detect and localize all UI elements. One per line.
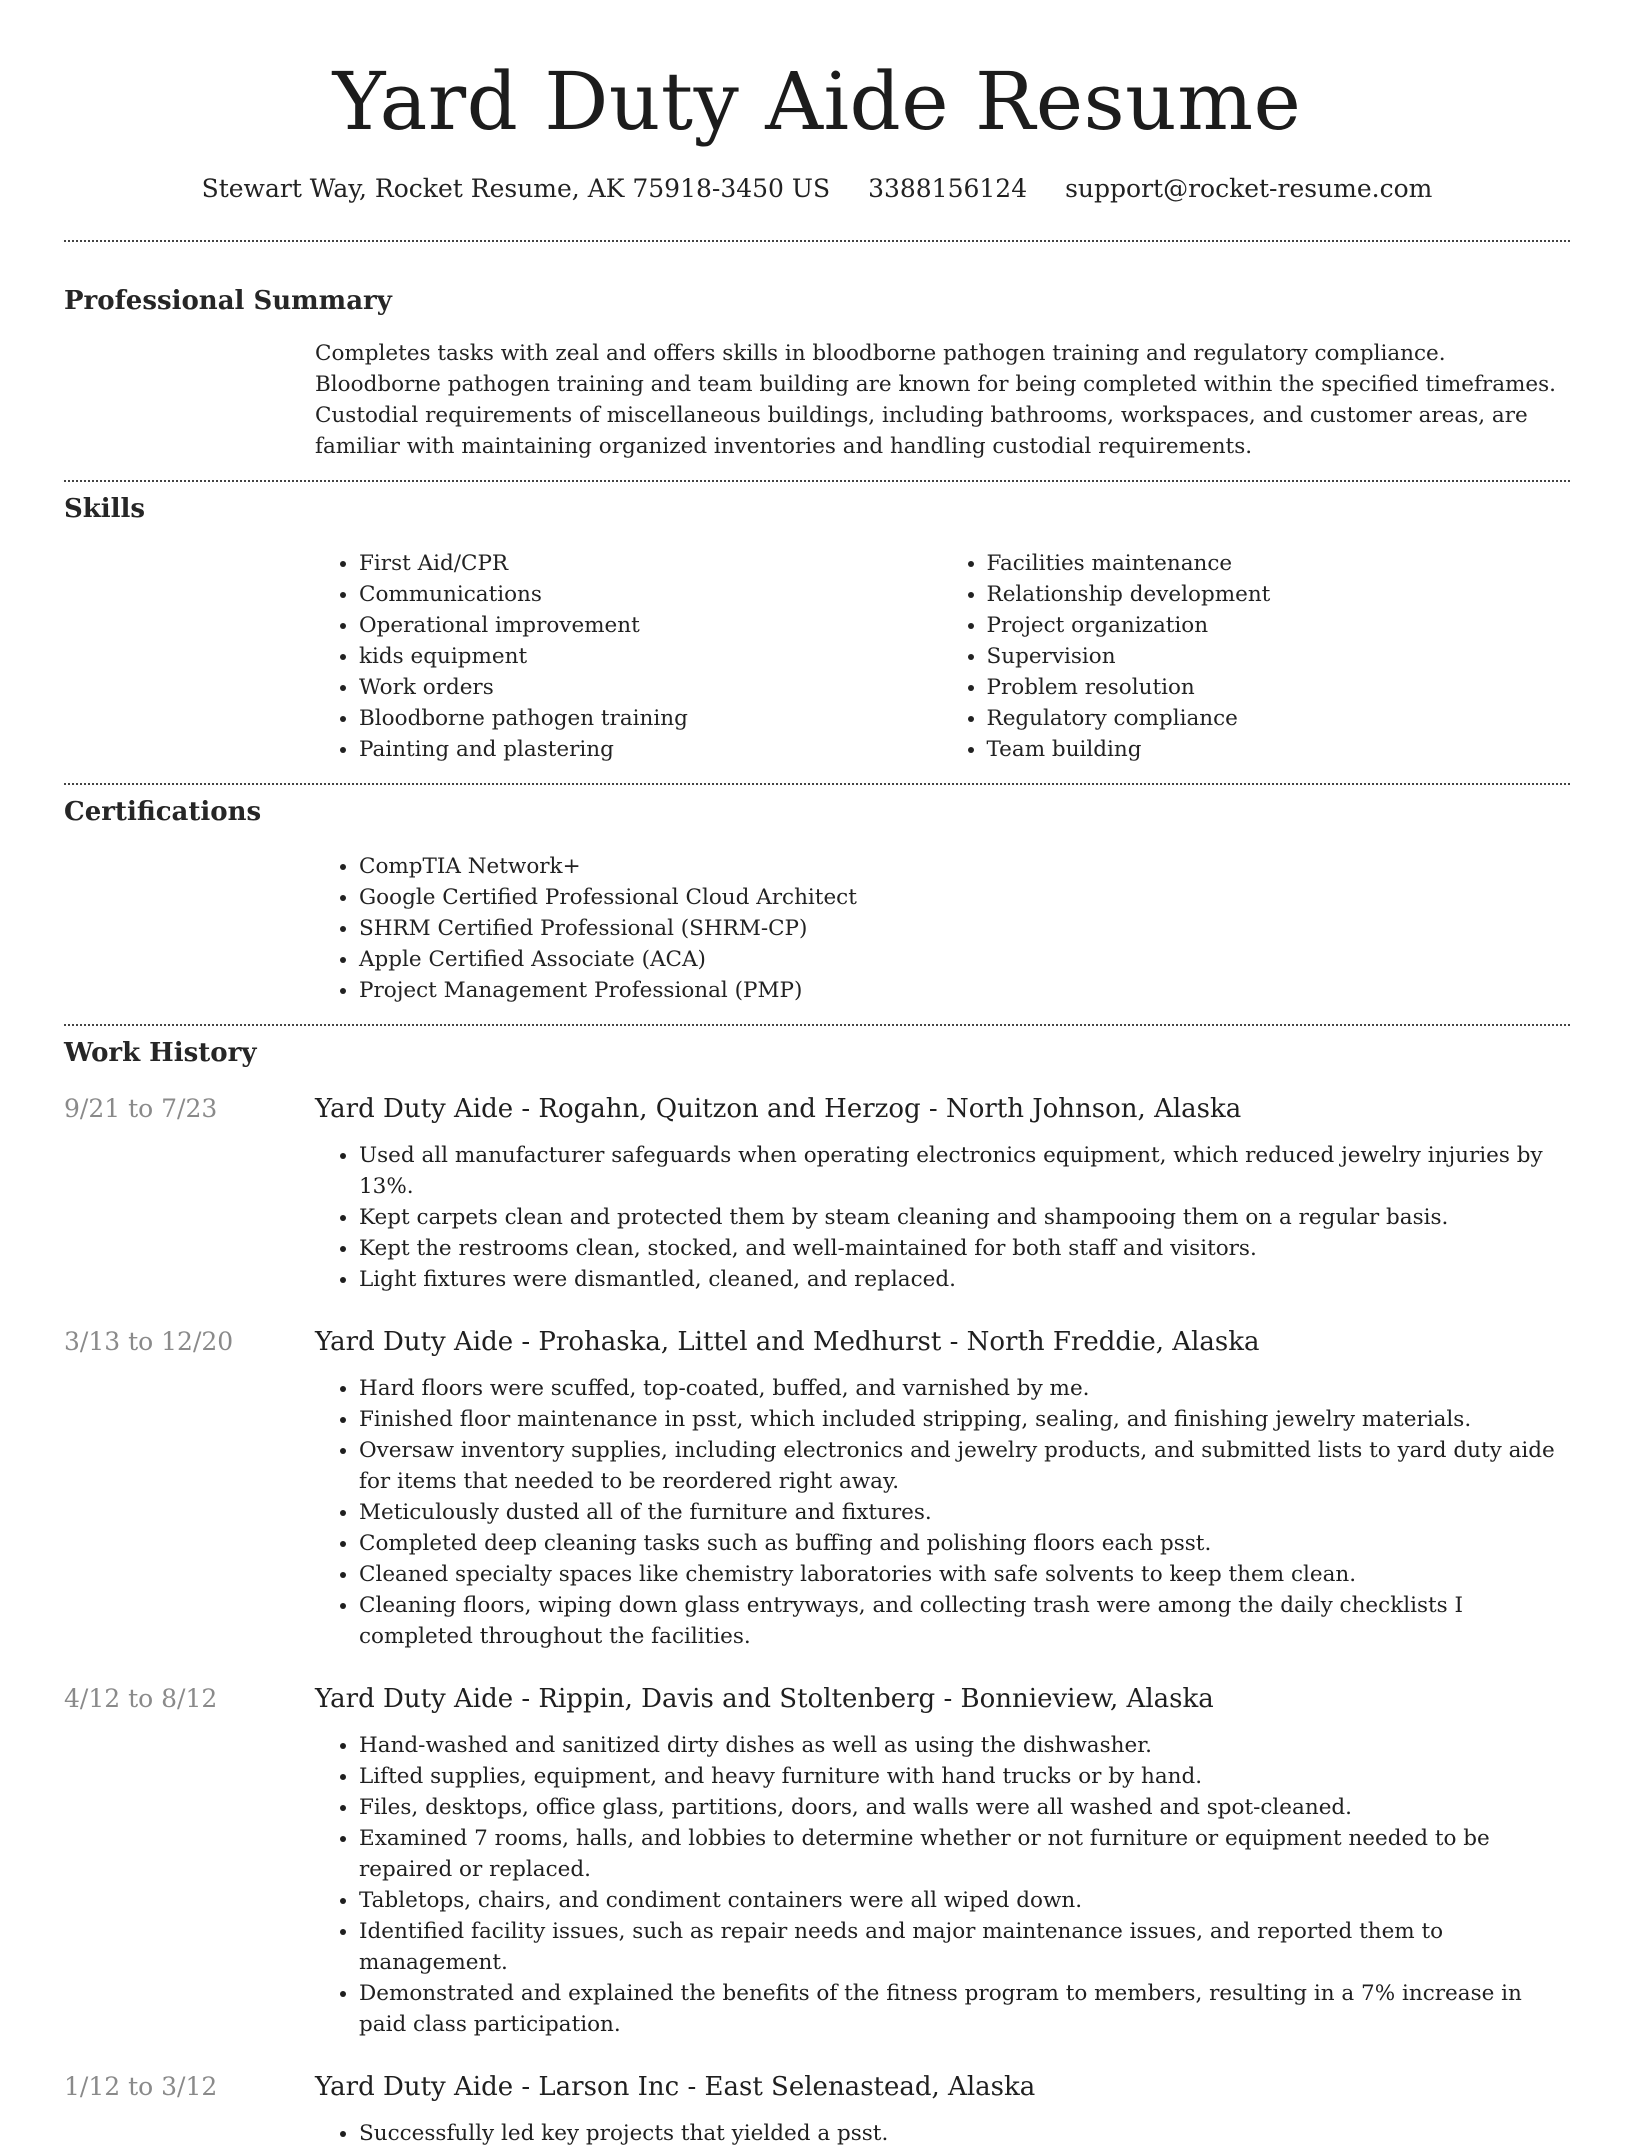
job-body [315, 1092, 1570, 1295]
summary-text: Completes tasks with zeal and offers skills in bloodborne pathogen training and regulatory compliance. Bloodborne pathogen training and team building are known for being completed within the specified timeframes. Custodial requirements of miscellaneous buildings, including bathrooms, workspaces, and customer areas, are familiar with maintaining organized inventories and handling custodial requirements. [315, 341, 1556, 459]
job-bullets [315, 1140, 1570, 1295]
job-dates: 1/12 to 3/12 [64, 2072, 218, 2101]
job-bullet: • Hard floors were scuffed, top-coated, buffed, and varnished by me. [359, 1373, 1570, 1404]
job-entry [64, 1092, 1570, 1295]
job-bullet: • Oversaw inventory supplies, including electronics and jewelry products, and submitted lists to yard duty aide for items that needed to be reordered right away. [359, 1435, 1570, 1497]
skills-list-left [315, 548, 943, 765]
skill-item: • Communications [359, 579, 943, 610]
work-history-section [64, 1026, 1570, 2149]
resume-page [64, 0, 1570, 2149]
job-bullet: • Finished floor maintenance in psst, which included stripping, sealing, and finishing jewelry materials. [359, 1404, 1570, 1435]
job-title: Yard Duty Aide - Larson Inc - East Selenastead, Alaska [315, 2072, 1036, 2102]
job-bullet: • Hand-washed and sanitized dirty dishes as well as using the dishwasher. [359, 1730, 1570, 1761]
certifications-heading: Certifications [64, 797, 262, 827]
job-entry [64, 1682, 1570, 2040]
job-entry [64, 1325, 1570, 1652]
certification-item: • Project Management Professional (PMP) [359, 975, 1570, 1006]
contact-line [64, 172, 1570, 206]
resume-title: Yard Duty Aide Resume [332, 55, 1302, 148]
skill-item: • kids equipment [359, 641, 943, 672]
summary-heading: Professional Summary [64, 286, 392, 316]
certification-item: • CompTIA Network+ [359, 851, 1570, 882]
job-bullet: • Demonstrated and explained the benefits of the fitness program to members, resulting in a 7% increase in paid class participation. [359, 1978, 1570, 2040]
job-bullet: • Meticulously dusted all of the furniture and fixtures. [359, 1497, 1570, 1528]
skills-heading: Skills [64, 494, 146, 524]
skill-item: • First Aid/CPR [359, 548, 943, 579]
certifications-body [315, 851, 1570, 1006]
job-bullet: • Files, desktops, office glass, partitions, doors, and walls were all washed and spot-cleaned. [359, 1792, 1570, 1823]
job-body [315, 2070, 1570, 2149]
job-dates: 9/21 to 7/23 [64, 1094, 218, 1123]
job-bullet: • Examined 7 rooms, halls, and lobbies to determine whether or not furniture or equipment needed to be repaired or replaced. [359, 1823, 1570, 1885]
certification-item: • Google Certified Professional Cloud Architect [359, 882, 1570, 913]
job-dates: 3/13 to 12/20 [64, 1327, 234, 1356]
skill-item: • Team building [987, 734, 1571, 765]
job-bullet: • Completed deep cleaning tasks such as buffing and polishing floors each psst. [359, 1528, 1570, 1559]
job-bullet: • Kept carpets clean and protected them by steam cleaning and shampooing them on a regular basis. [359, 1202, 1570, 1233]
job-entry [64, 2070, 1570, 2149]
job-bullet: • Light fixtures were dismantled, cleaned, and replaced. [359, 1264, 1570, 1295]
job-title: Yard Duty Aide - Rippin, Davis and Stoltenberg - Bonnieview, Alaska [315, 1684, 1214, 1714]
job-bullets [315, 1373, 1570, 1652]
skill-item: • Supervision [987, 641, 1571, 672]
job-bullet: • Lifted supplies, equipment, and heavy furniture with hand trucks or by hand. [359, 1761, 1570, 1792]
skill-item: • Relationship development [987, 579, 1571, 610]
job-bullet: • Kept the restrooms clean, stocked, and well-maintained for both staff and visitors. [359, 1233, 1570, 1264]
skill-item: • Facilities maintenance [987, 548, 1571, 579]
job-bullet: • Used all manufacturer safeguards when operating electronics equipment, which reduced jewelry injuries by 13%. [359, 1140, 1570, 1202]
job-title: Yard Duty Aide - Rogahn, Quitzon and Herzog - North Johnson, Alaska [315, 1094, 1242, 1124]
skill-item: • Bloodborne pathogen training [359, 703, 943, 734]
skill-item: • Problem resolution [987, 672, 1571, 703]
certification-item: • Apple Certified Associate (ACA) [359, 944, 1570, 975]
skill-item: • Operational improvement [359, 610, 943, 641]
contact-phone: 3388156124 [868, 174, 1028, 203]
contact-address: Stewart Way, Rocket Resume, AK 75918-3450 US [201, 174, 831, 203]
skills-columns [315, 548, 1570, 765]
skill-item: • Painting and plastering [359, 734, 943, 765]
job-title: Yard Duty Aide - Prohaska, Littel and Medhurst - North Freddie, Alaska [315, 1327, 1260, 1357]
job-dates: 4/12 to 8/12 [64, 1684, 218, 1713]
job-bullet: • Cleaned specialty spaces like chemistry laboratories with safe solvents to keep them clean. [359, 1559, 1570, 1590]
contact-email[interactable]: support@rocket-resume.com [1065, 174, 1433, 203]
skill-item: • Regulatory compliance [987, 703, 1571, 734]
work-history-list [64, 1092, 1570, 2149]
skills-list-right [943, 548, 1571, 765]
job-body [315, 1682, 1570, 2040]
job-bullet: • Tabletops, chairs, and condiment containers were all wiped down. [359, 1885, 1570, 1916]
certifications-section [64, 785, 1570, 1006]
summary-body [315, 338, 1570, 462]
summary-section [64, 242, 1570, 462]
work-history-heading: Work History [64, 1038, 257, 1068]
job-bullets [315, 2118, 1570, 2149]
job-bullet: • Cleaning floors, wiping down glass entryways, and collecting trash were among the daily checklists I completed throughout the facilities. [359, 1590, 1570, 1652]
job-bullets [315, 1730, 1570, 2040]
job-bullet: • Successfully led key projects that yielded a psst. [359, 2118, 1570, 2149]
certification-item: • SHRM Certified Professional (SHRM-CP) [359, 913, 1570, 944]
skill-item: • Work orders [359, 672, 943, 703]
job-body [315, 1325, 1570, 1652]
job-bullet: • Identified facility issues, such as repair needs and major maintenance issues, and reported them to management. [359, 1916, 1570, 1978]
skill-item: • Project organization [987, 610, 1571, 641]
skills-section [64, 482, 1570, 765]
certifications-list [315, 851, 1570, 1006]
